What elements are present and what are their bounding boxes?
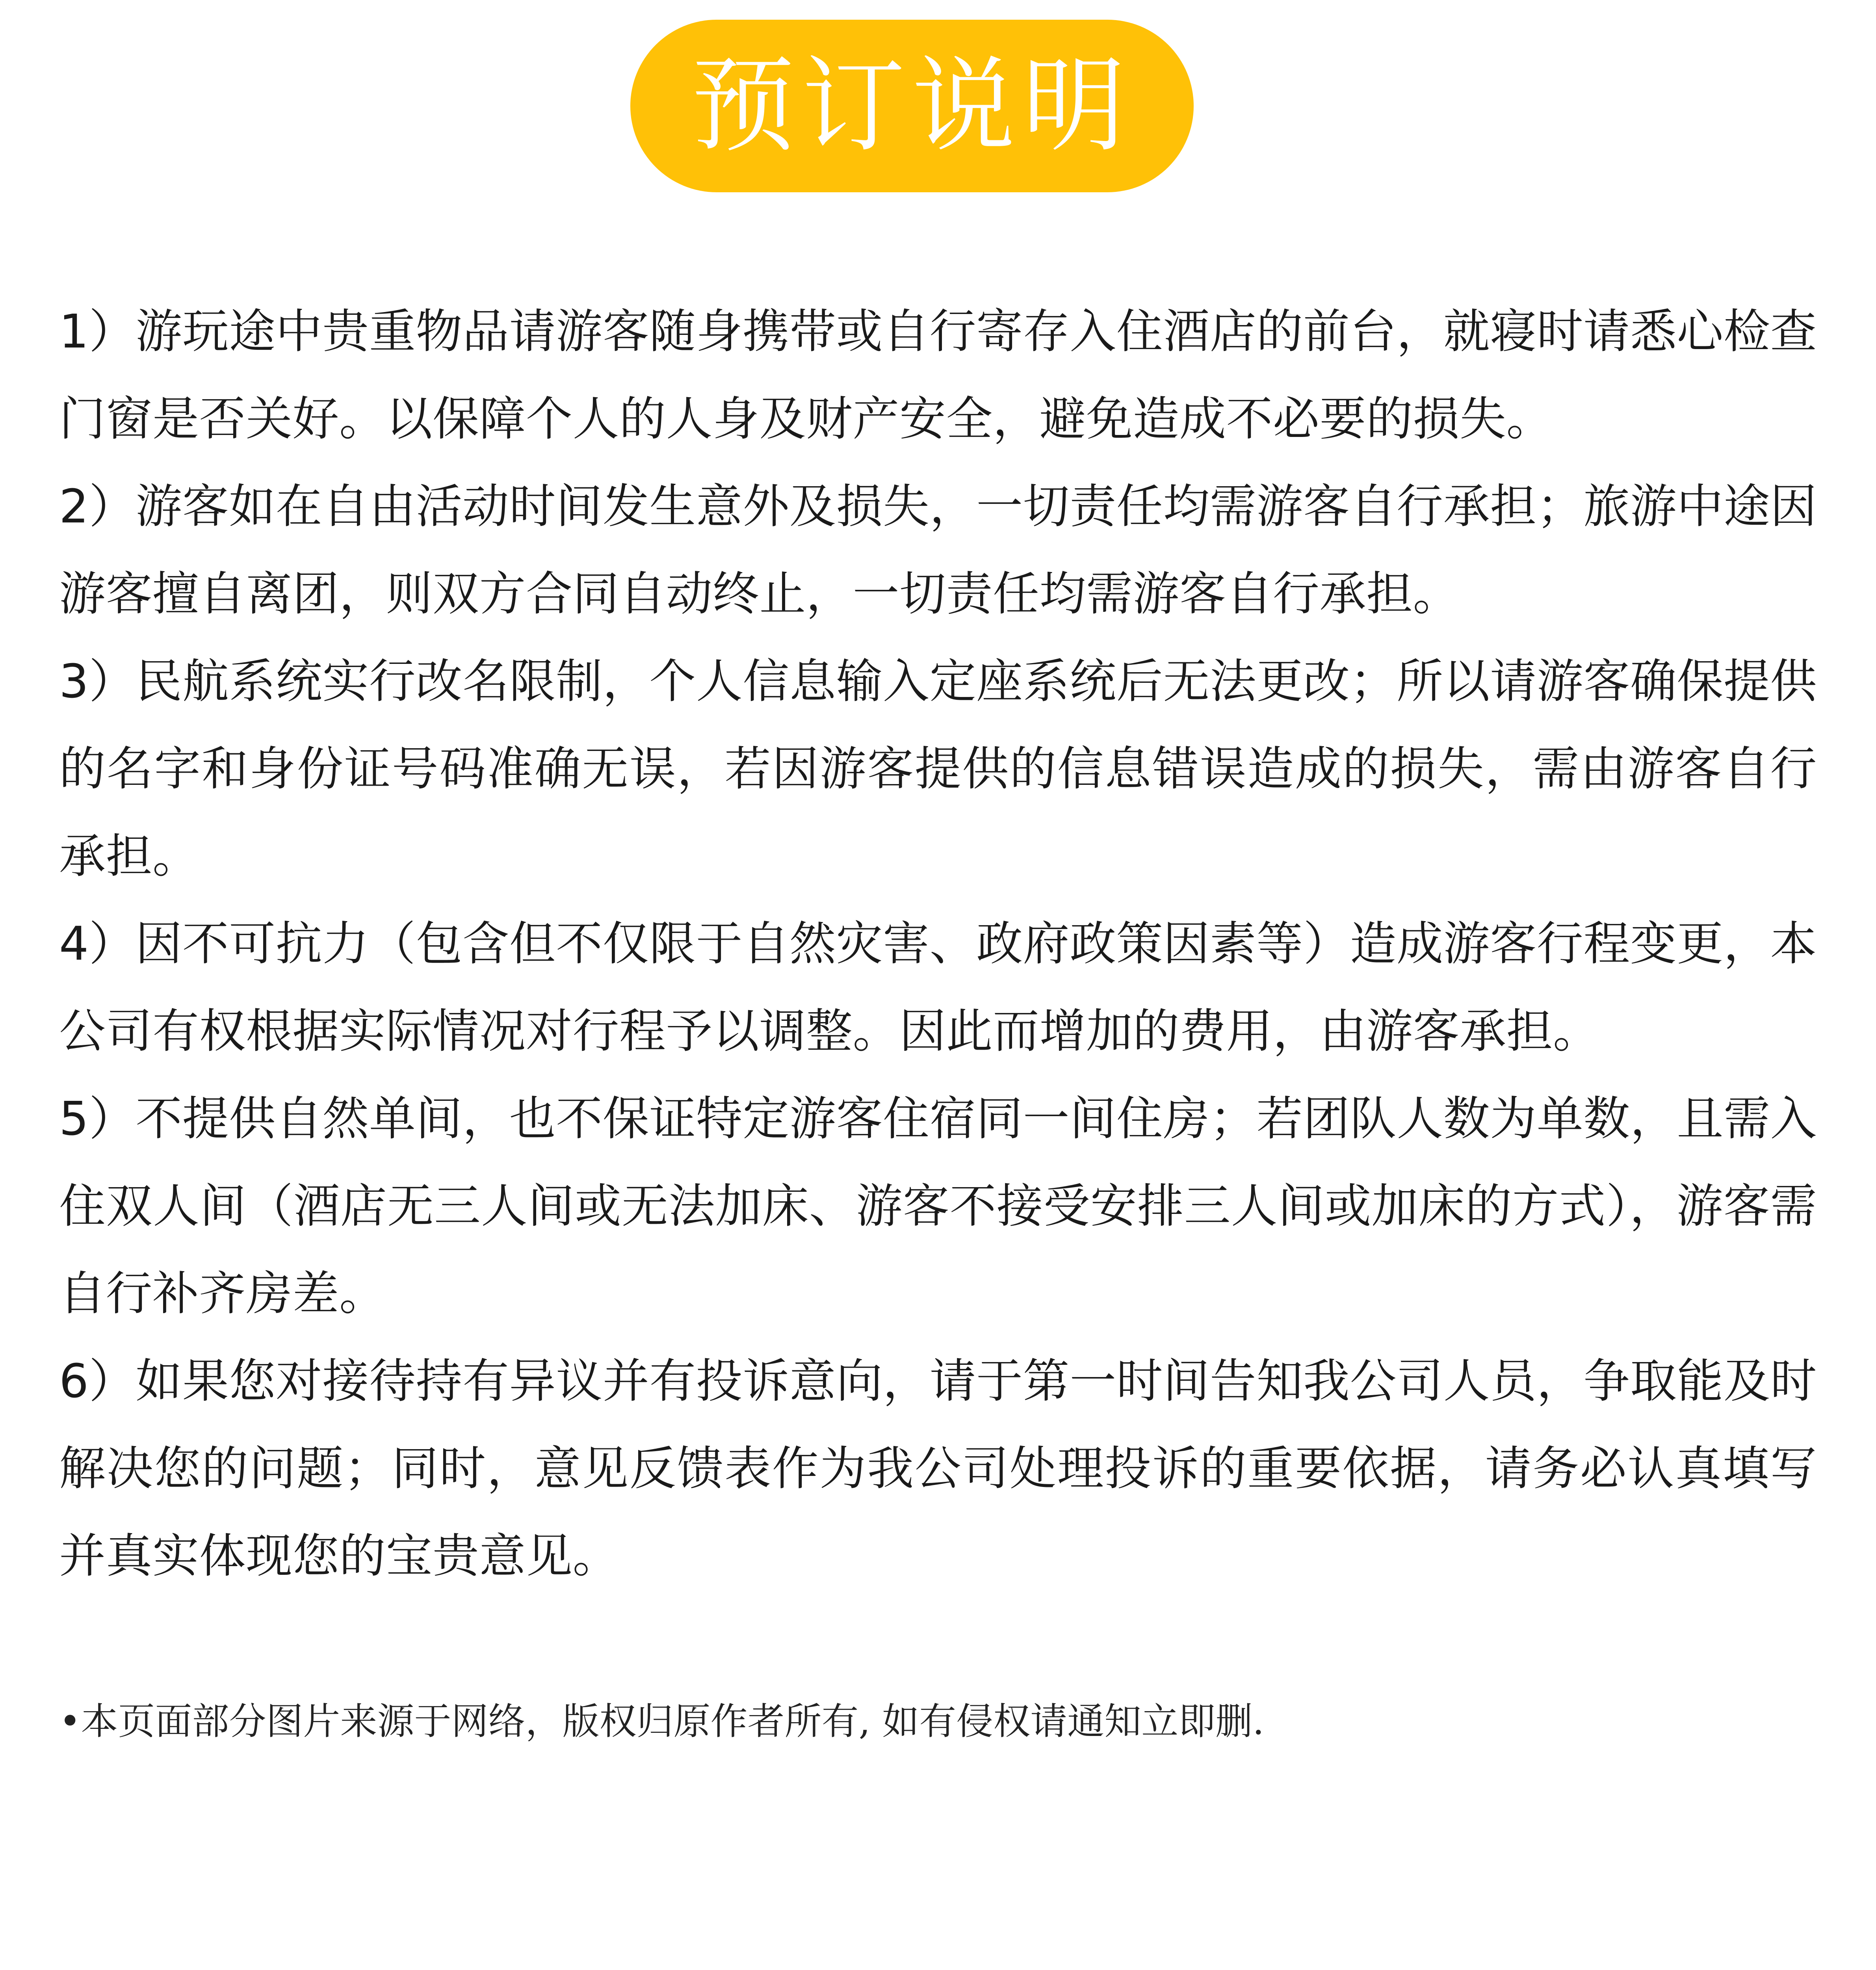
page-title: 预订说明 [691, 46, 1133, 166]
note-item: 1）游玩途中贵重物品请游客随身携带或自行寄存入住酒店的前台，就寝时请悉心检查门窗是否关好。以保障个人的人身及财产安全，避免造成不必要的损失。 [59, 304, 1817, 446]
note-item: 2）游客如在自由活动时间发生意外及损失，一切责任均需游客自行承担；旅游中途因游客擅自离团，则双方合同自动终止，一切责任均需游客自行承担。 [59, 479, 1817, 621]
note-item: 6）如果您对接待持有异议并有投诉意向，请于第一时间告知我公司人员，争取能及时解决您的问题；同时，意见反馈表作为我公司处理投诉的重要依据，请务必认真填写并真实体现您的宝贵意见。 [59, 1354, 1817, 1583]
note-item: 3）民航系统实行改名限制，个人信息输入定座系统后无法更改；所以请游客确保提供的名字和身份证号码准确无误，若因游客提供的信息错误造成的损失，需由游客自行承担。 [59, 654, 1817, 883]
notes-list [59, 288, 1817, 1600]
note-item: 5）不提供自然单间，也不保证特定游客住宿同一间住房；若团队人数为单数，且需入住双人间（酒店无三人间或无法加床、游客不接受安排三人间或加床的方式），游客需自行补齐房差。 [59, 1091, 1817, 1321]
note-item: 4）因不可抗力（包含但不仅限于自然灾害、政府政策因素等）造成游客行程变更，本公司有权根据实际情况对行程予以调整。因此而增加的费用，由游客承担。 [59, 916, 1817, 1058]
title-banner [630, 20, 1194, 192]
copyright-footnote: •本页面部分图片来源于网络，版权归原作者所有, 如有侵权请通知立即删. [59, 1700, 1265, 1743]
